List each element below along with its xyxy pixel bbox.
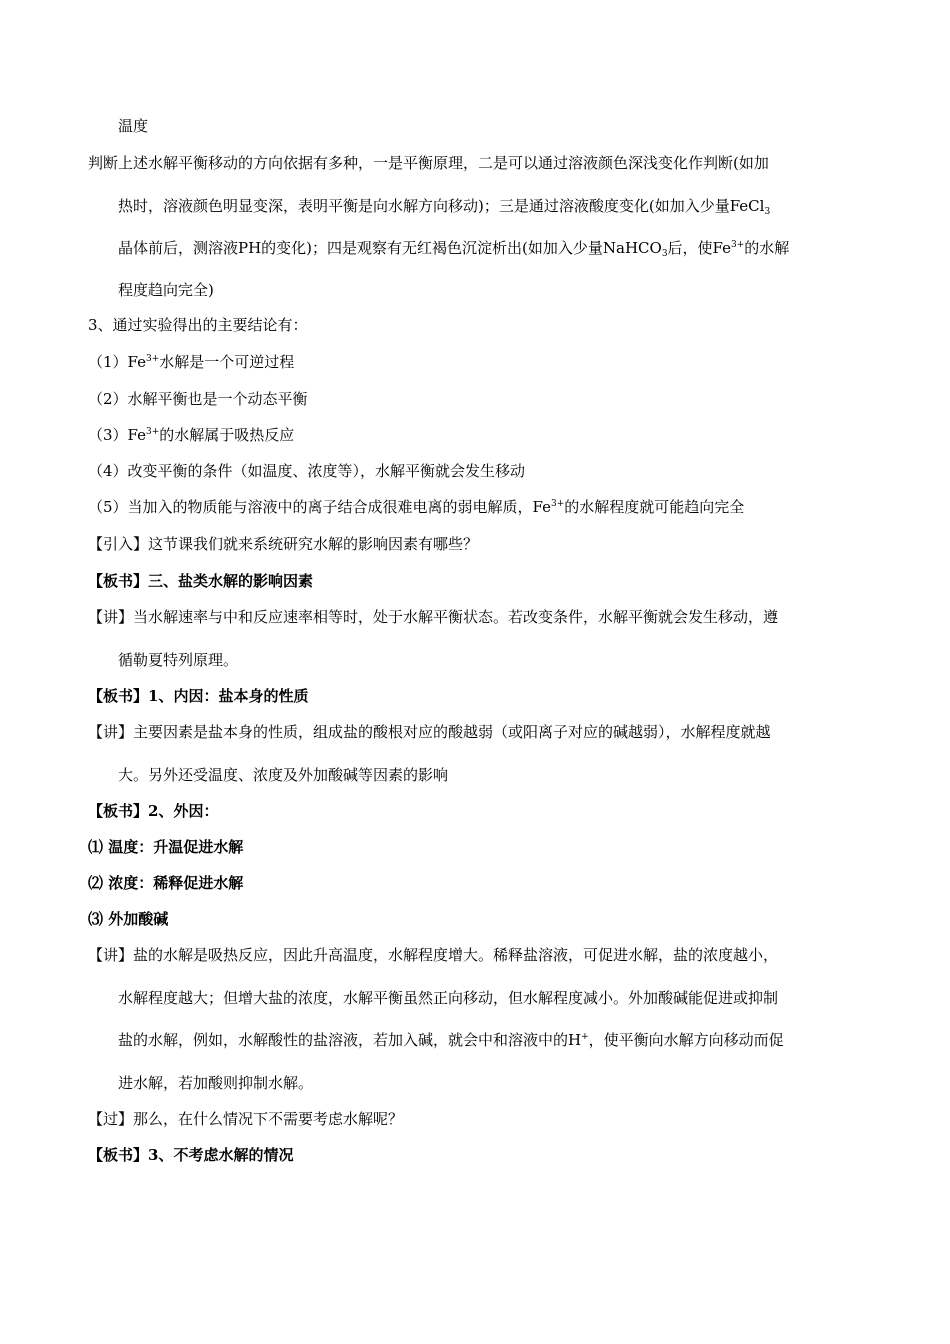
text-line: 晶体前后，测溶液PH的变化)；四是观察有无红褐色沉淀析出(如加入少量NaHCO$_3$后，使$Fe^{3+}$的水解 bbox=[118, 239, 790, 259]
list-item: $(1)Fe^{3+}$水解是一个可逆过程 bbox=[88, 353, 295, 371]
list-item: （2）水解平衡也是一个动态平衡 bbox=[88, 390, 308, 408]
list-item: $(3)Fe^{3+}$的水解属于吸热反应 bbox=[88, 426, 295, 444]
list-item: （5）当加入的物质能与溶液中的离子结合成很难电离的弱电解质，$Fe^{3+}$的水解程度就可能趋向完全 bbox=[88, 498, 745, 516]
lecture-line: 【讲】主要因素是盐本身的性质，组成盐的酸根对应的酸越弱（或阳离子对应的碱越弱），水解程度就越 bbox=[88, 723, 771, 741]
board-heading: 【板书】三、盐类水解的影响因素 bbox=[88, 572, 314, 590]
factor-item: ⑴ 温度：升温促进水解 bbox=[88, 838, 244, 856]
factor-item: ⑵ 浓度：稀释促进水解 bbox=[88, 874, 244, 892]
lecture-line: 【讲】盐的水解是吸热反应，因此升高温度，水解程度增大。稀释盐溶液，可促进水解，盐的浓度越小， bbox=[88, 946, 779, 964]
board-heading: 【板书】2、外因： bbox=[88, 802, 219, 820]
lecture-line: 盐的水解，例如，水解酸性的盐溶液，若加入碱，就会中和溶液中的H+，使平衡向水解方向移动而促 bbox=[118, 1031, 784, 1049]
lecture-line: 循勒夏特列原理。 bbox=[118, 651, 239, 669]
lecture-line: 大。另外还受温度、浓度及外加酸碱等因素的影响 bbox=[118, 766, 449, 784]
board-heading: 【板书】1、内因：盐本身的性质 bbox=[88, 687, 309, 705]
text-line: 判断上述水解平衡移动的方向依据有多种，一是平衡原理，二是可以通过溶液颜色深浅变化作判断(如加 bbox=[88, 154, 769, 172]
transition-line: 【过】那么，在什么情况下不需要考虑水解呢？ bbox=[88, 1110, 404, 1128]
lecture-line: 进水解，若加酸则抑制水解。 bbox=[118, 1074, 314, 1092]
lecture-line: 水解程度越大；但增大盐的浓度，水解平衡虽然正向移动，但水解程度减小。外加酸碱能促进或抑制 bbox=[118, 989, 779, 1007]
factor-item: ⑶ 外加酸碱 bbox=[88, 910, 169, 928]
text-line: 程度趋向完全) bbox=[118, 281, 214, 299]
text-line: 热时，溶液颜色明显变深，表明平衡是向水解方向移动)；三是通过溶液酸度变化(如加入少量FeCl$_3$ bbox=[118, 197, 771, 217]
intro-line: 【引入】这节课我们就来系统研究水解的影响因素有哪些？ bbox=[88, 535, 479, 553]
board-heading: 【板书】3、不考虑水解的情况 bbox=[88, 1146, 294, 1164]
text-line: 温度 bbox=[118, 117, 149, 135]
lecture-line: 【讲】当水解速率与中和反应速率相等时，处于水解平衡状态。若改变条件，水解平衡就会发生移动，遵 bbox=[88, 608, 779, 626]
list-item: （4）改变平衡的条件（如温度、浓度等），水解平衡就会发生移动 bbox=[88, 462, 526, 480]
section-heading: 3、通过实验得出的主要结论有： bbox=[88, 316, 308, 334]
